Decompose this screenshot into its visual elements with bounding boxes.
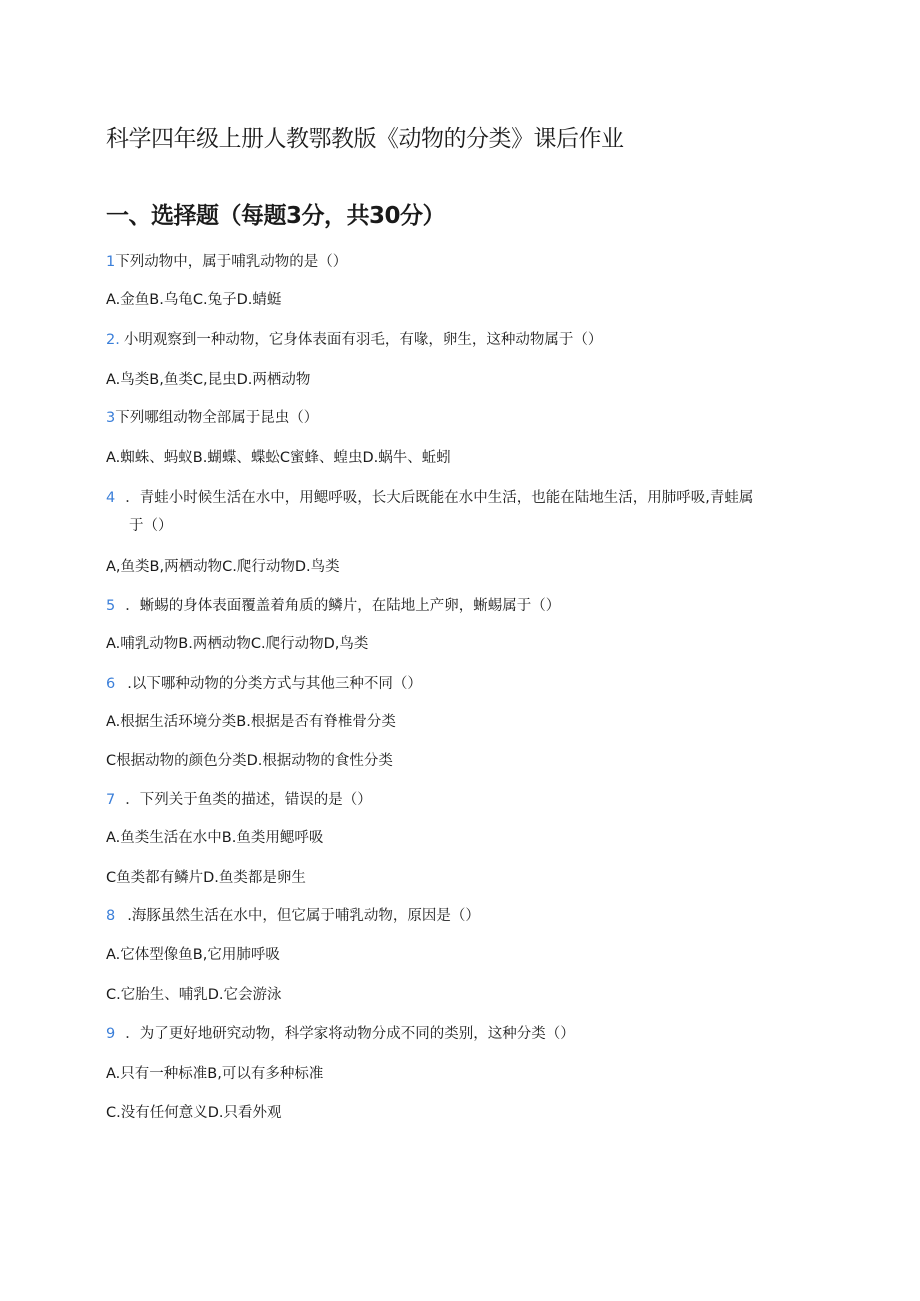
- question-number: 9: [106, 1026, 116, 1042]
- question-4-continuation: 于（）: [129, 518, 173, 534]
- question-7-options-cd: C鱼类都有鳞片D.鱼类都是卵生: [106, 870, 306, 886]
- question-text: ．青蛙小时候生活在水中，用鳃呼吸，长大后既能在水中生活，也能在陆地生活，用肺呼吸,青蛙属: [125, 490, 754, 506]
- question-8-options-cd: C.它胎生、哺乳D.它会游泳: [106, 987, 282, 1003]
- question-6-options-cd: C根据动物的颜色分类D.根据动物的食性分类: [106, 753, 393, 769]
- question-text: ．下列关于鱼类的描述，错误的是（）: [125, 792, 372, 808]
- question-6-options-ab: A.根据生活环境分类B.根据是否有脊椎骨分类: [106, 714, 396, 730]
- question-6: [106, 674, 422, 694]
- question-9-options-cd: C.没有任何意义D.只看外观: [106, 1105, 282, 1121]
- question-3: [106, 408, 318, 428]
- question-number: 2.: [106, 332, 120, 348]
- question-8: [106, 906, 480, 926]
- question-4-options: A,鱼类B,两栖动物C.爬行动物D.鸟类: [106, 559, 340, 575]
- question-9: [106, 1024, 575, 1044]
- question-text: .以下哪种动物的分类方式与其他三种不同（）: [127, 676, 422, 692]
- question-text: 下列哪组动物全部属于昆虫（）: [115, 410, 319, 426]
- question-7: [106, 790, 372, 810]
- document-title: 科学四年级上册人教鄂教版《动物的分类》课后作业: [106, 126, 624, 152]
- question-text: .海豚虽然生活在水中，但它属于哺乳动物，原因是（）: [127, 908, 480, 924]
- question-5-options: A.哺乳动物B.两栖动物C.爬行动物D,鸟类: [106, 636, 369, 652]
- question-number: 6: [106, 676, 116, 692]
- question-7-options-ab: A.鱼类生活在水中B.鱼类用鳃呼吸: [106, 830, 324, 846]
- question-number: 3: [106, 410, 116, 426]
- question-3-options: A.蜘蛛、蚂蚁B.蝴蝶、蝶蚣C蜜蜂、蝗虫D.蜗牛、蚯蚓: [106, 450, 451, 466]
- question-number: 5: [106, 598, 116, 614]
- question-4: [106, 488, 753, 508]
- question-text: ．蜥蜴的身体表面覆盖着角质的鳞片，在陆地上产卵，蜥蜴属于（）: [125, 598, 561, 614]
- question-8-options-ab: A.它体型像鱼B,它用肺呼吸: [106, 947, 280, 963]
- question-text: 下列动物中，属于哺乳动物的是（）: [115, 254, 348, 270]
- question-number: 8: [106, 908, 116, 924]
- question-text: 小明观察到一种动物，它身体表面有羽毛，有喙，卵生，这种动物属于（）: [123, 332, 603, 348]
- question-number: 1: [106, 254, 116, 270]
- question-number: 7: [106, 792, 116, 808]
- question-2-options: A.鸟类B,鱼类C,昆虫D.两栖动物: [106, 372, 311, 388]
- question-9-options-ab: A.只有一种标准B,可以有多种标准: [106, 1066, 324, 1082]
- question-2: [106, 330, 602, 350]
- question-1: [106, 252, 347, 272]
- section-heading: 一、选择题（每题3分，共30分）: [106, 203, 446, 229]
- question-number: 4: [106, 490, 116, 506]
- question-1-options: A.金鱼B.乌龟C.兔子D.蜻蜓: [106, 292, 282, 308]
- question-text: ．为了更好地研究动物，科学家将动物分成不同的类别，这种分类（）: [125, 1026, 575, 1042]
- question-5: [106, 596, 560, 616]
